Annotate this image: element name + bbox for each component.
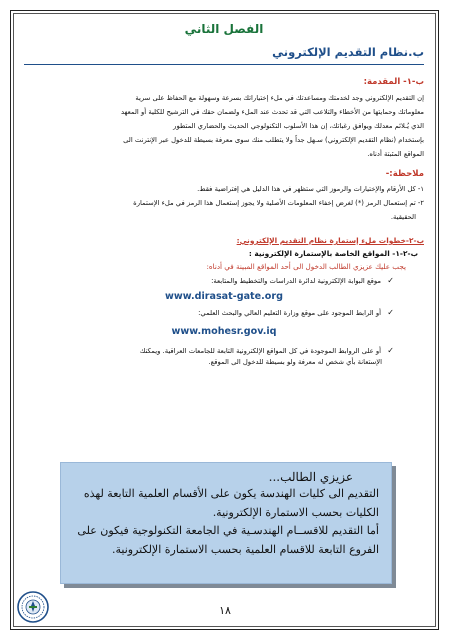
checkmark-icon: ✓ [387,308,394,317]
notice-greeting: عزيزي الطالب... [268,470,353,484]
access-instruction: يجب عليك عزيزي الطالب الدخول الى أحد المواقع المبينة في أدناه: [206,262,406,271]
notice-line: أما التقديم للاقســام الهندسـية في الجامعة التكنولوجية فيكون على [77,524,379,537]
site-item-mohesr [24,308,394,317]
site-item-universities [24,346,394,355]
site-item-label: أو على الروابط الموجودة في كل المواقع الإلكترونية التابعة للجامعات العراقية. ويمكنك [139,347,381,355]
page-number: ١٨ [219,604,231,617]
notice-box [60,462,392,584]
chapter-title: الفصل الثاني [184,22,264,36]
checkmark-icon: ✓ [387,276,394,285]
document-page [24,22,424,366]
sites-heading: ب-٢-١- المواقع الخاصة بالإستمارة الإلكترونية : [248,249,418,258]
intro-line: بإستخدام (نظام التقديم الإلكتروني) سـهل جداً ولا يتطلب منك سوى معرفة بسيطة للدخول عبر الإنترنت الى [123,136,424,144]
note-heading: ملاحظة:- [385,169,424,179]
site-item-continuation: الإستعانة بأي شخص له معرفة ولو بسيطة للدخول الى الموقع. [208,358,382,366]
intro-line: معلوماتك وحمايتها من الأخطاء والتلاعب التي قد تحدث عند الملء ولضمان حقك في الترشيح للكلية أو المعهد [120,108,424,116]
section-title: ب.نظام التقديم الإلكتروني [272,45,424,59]
intro-line: إن التقديم الإلكتروني وجد لخدمتك ومساعدتك في ملء إختياراتك بسرعة وسهولة مع الحفاظ على سرية [135,94,424,102]
note-line-2: ٢- تم إستعمال الرمز (*) لغرض إخفاء المعلومات الأصلية ولا يجوز إستعمال هذا الرمز في ملء الإستمارة [133,199,424,207]
notice-line: الكليات بحسب الاستمارة الإلكترونية. [212,505,379,519]
section-divider [24,64,424,65]
intro-heading: ب-١- المقدمة: [363,77,424,87]
site-item-dirasat [24,276,394,285]
intro-line: الذي يُـلائم معدلك ويوافق رغباتك، إن هذا الأسلوب التكنولوجي الحديث والحضاري المتطور [173,122,424,130]
notice-line: الفروع التابعة للاقسام العلمية بحسب الاستمارة الإلكترونية. [112,542,379,556]
ministry-seal-icon [17,591,49,623]
note-line-3: الحقيقية. [390,213,416,221]
notice-line: التقديم الى كليات الهندسة يكون على الأقسام العلمية التابعة لهذه [83,487,379,500]
checkmark-icon: ✓ [387,346,394,355]
intro-line: المواقع المثبتة أدناه. [367,150,424,158]
site-item-label: موقع البوابة الإلكترونية لدائرة الدراسات والتخطيط والمتابعة: [211,277,381,285]
link-mohesr[interactable]: www.mohesr.gov.iq [171,326,277,337]
intro-paragraph [24,91,424,161]
note-line-1: ١- كل الأرقام والإختيارات والرموز التي ستظهر في هذا الدليل هي إفتراضية فقط. [197,185,424,193]
site-item-label: أو الرابط الموجود على موقع وزارة التعليم العالي والبحث العلمي: [198,309,381,317]
steps-heading: ب-٢-خطوات ملء إستمارة نظام التقديم الإلكتروني: [236,236,424,245]
link-dirasat-gate[interactable]: www.dirasat-gate.org [164,291,283,302]
